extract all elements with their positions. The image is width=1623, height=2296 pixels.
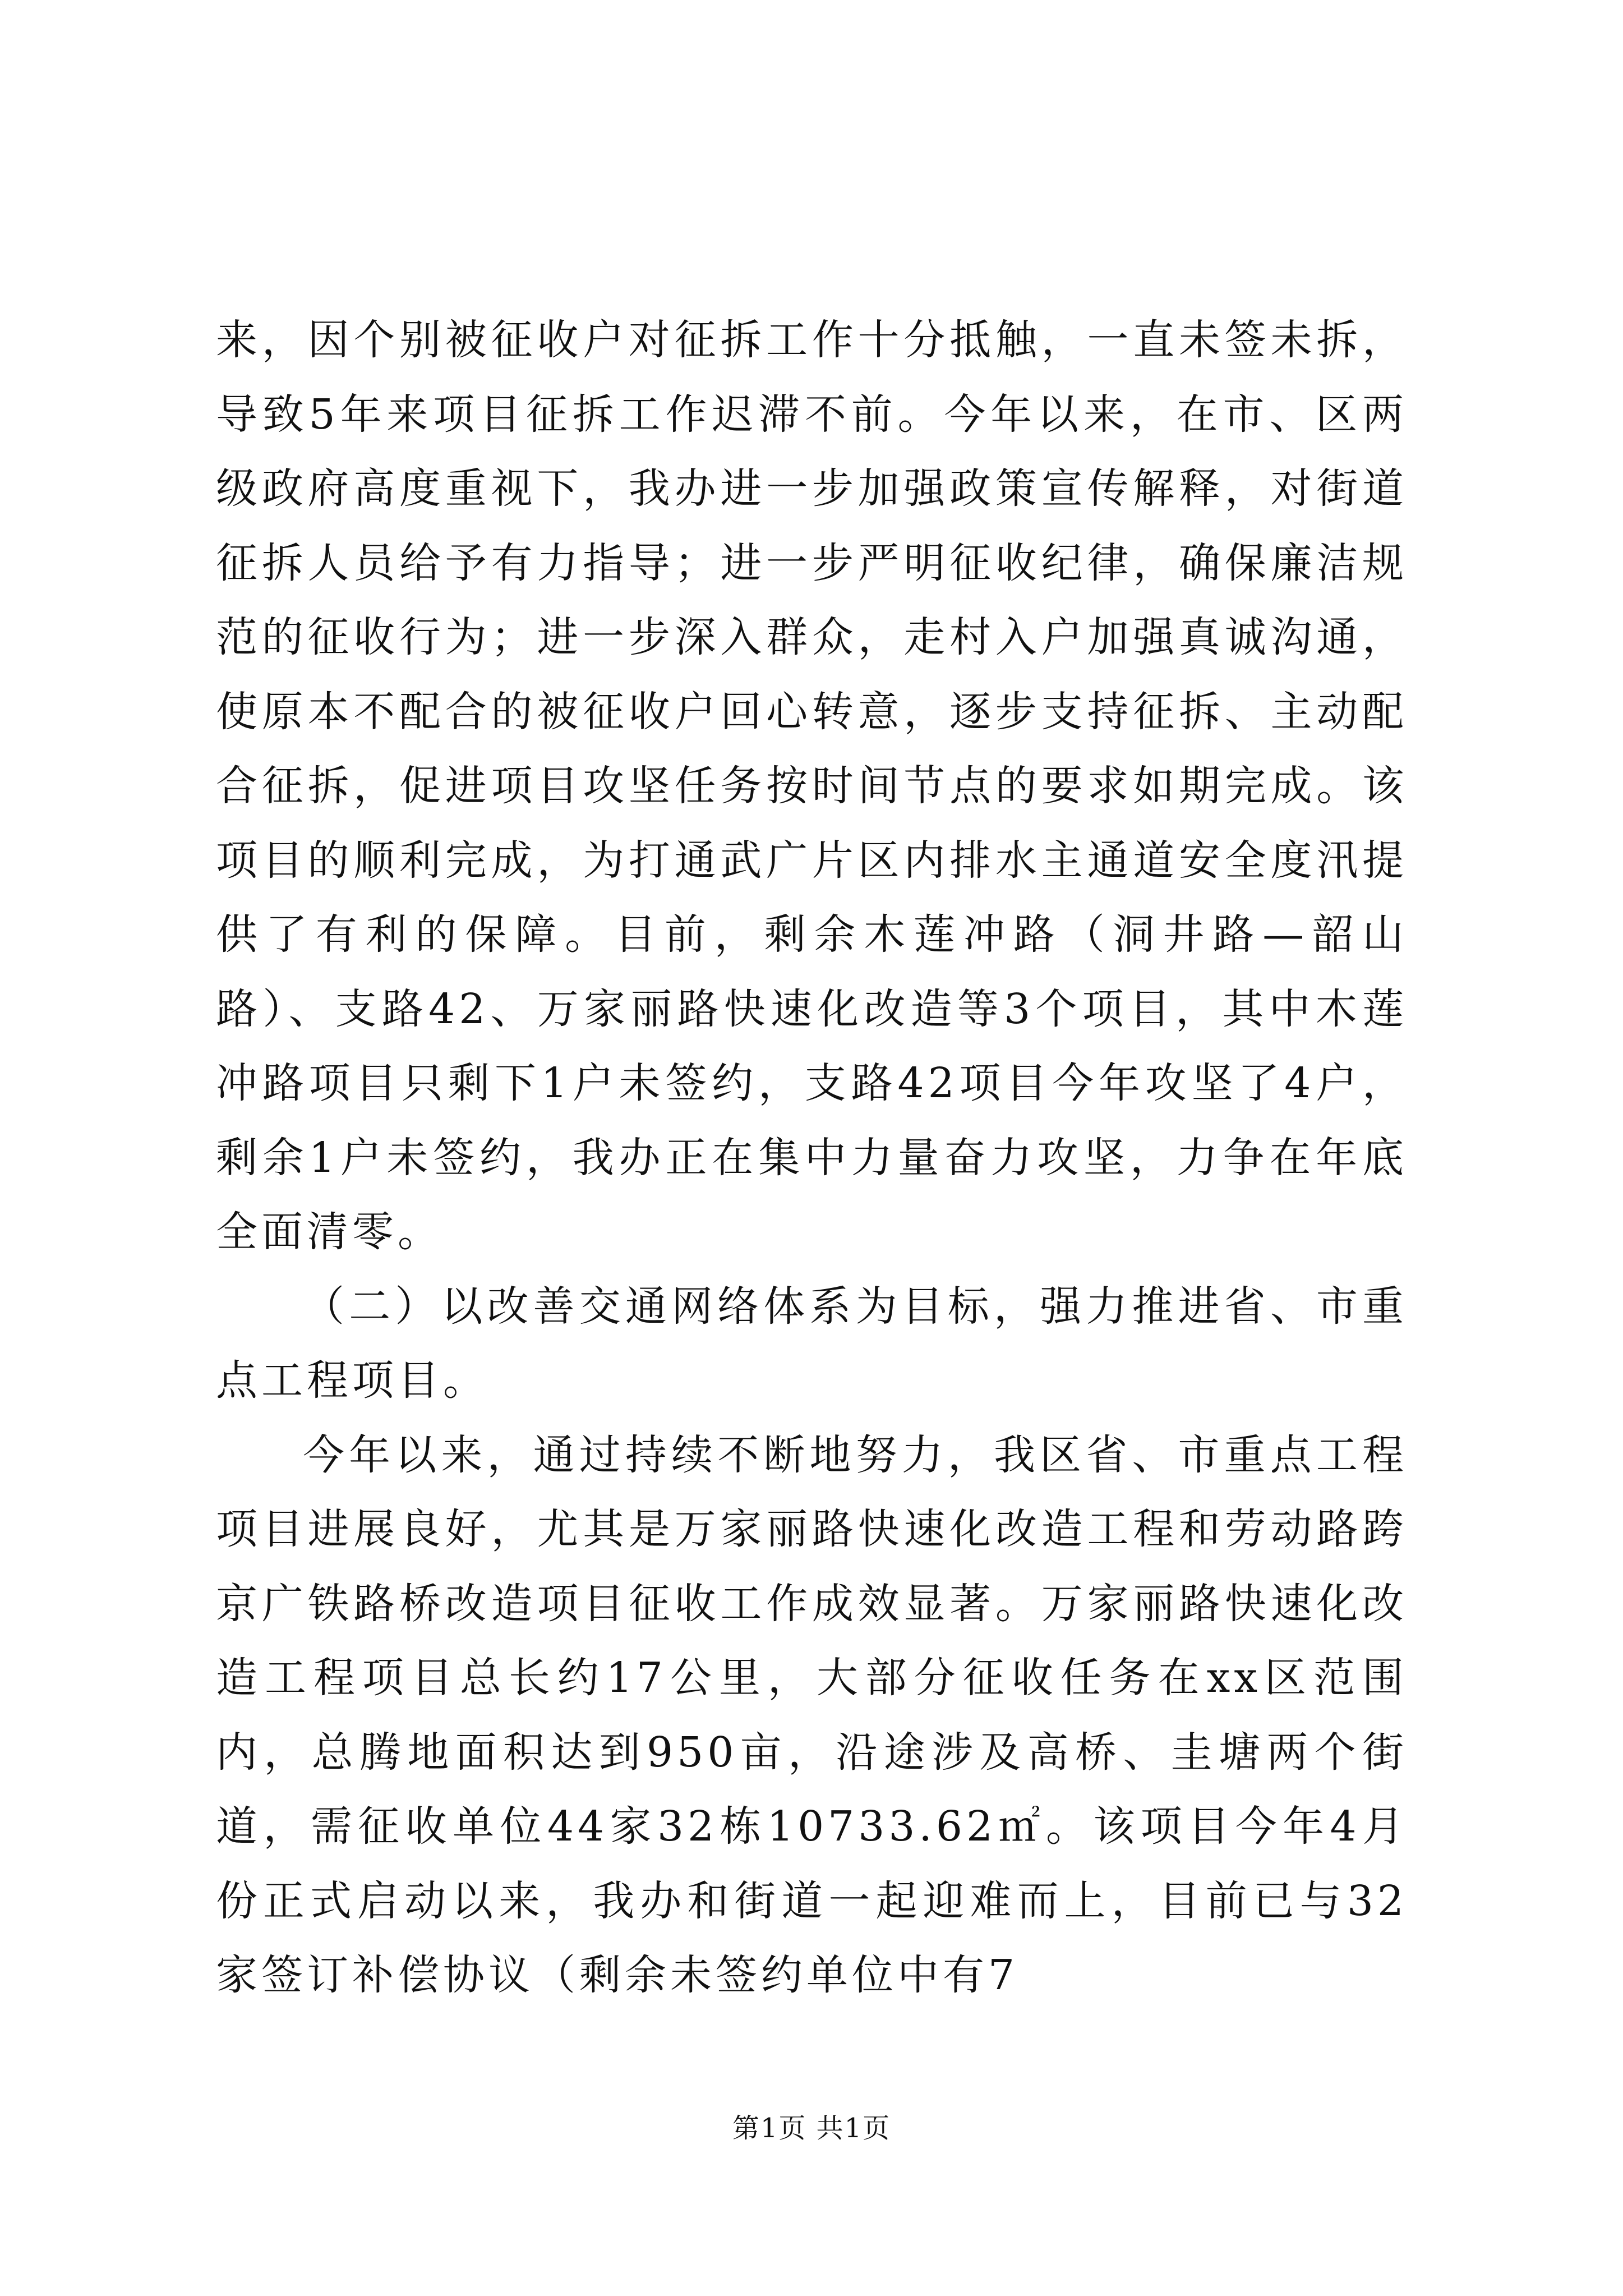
page-number-footer: 第1页 共1页 bbox=[732, 2113, 891, 2144]
paragraph-continuation: 来，因个别被征收户对征拆工作十分抵触，一直未签未拆，导致5年来项目征拆工作迟滞不前。今年以来，在市、区两级政府高度重视下，我办进一步加强政策宣传解释，对街道征拆人员给予有力指导；进一步严明征收纪律，确保廉洁规范的征收行为；进一步深入群众，走村入户加强真诚沟通，使原本不配合的被征收户回心转意，逐步支持征拆、主动配合征拆，促进项目攻坚任务按时间节点的要求如期完成。该项目的顺利完成，为打通武广片区内排水主通道安全度汛提供了有利的保障。目前，剩余木莲冲路（洞井路—韶山路）、支路42、万家丽路快速化改造等3个项目，其中木莲冲路项目只剩下1户未签约，支路42项目今年攻坚了4户，剩余1户未签约，我办正在集中力量奋力攻坚，力争在年底全面清零。 bbox=[216, 316, 1408, 1256]
section-heading: （二）以改善交通网络体系为目标，强力推进省、市重点工程项目。 bbox=[216, 1282, 1408, 1405]
paragraph-body: 今年以来，通过持续不断地努力，我区省、市重点工程项目进展良好，尤其是万家丽路快速化改造工程和劳动路跨京广铁路桥改造项目征收工作成效显著。万家丽路快速化改造工程项目总长约17公里，大部分征收任务在xx区范围内，总腾地面积达到950亩，沿途涉及高桥、圭塘两个街道，需征收单位44家32栋10733.62㎡。该项目今年4月份正式启动以来，我办和街道一起迎难而上，目前已与32家签订补偿协议（剩余未签约单位中有7 bbox=[216, 1430, 1408, 1999]
document-body bbox=[216, 303, 1408, 2013]
